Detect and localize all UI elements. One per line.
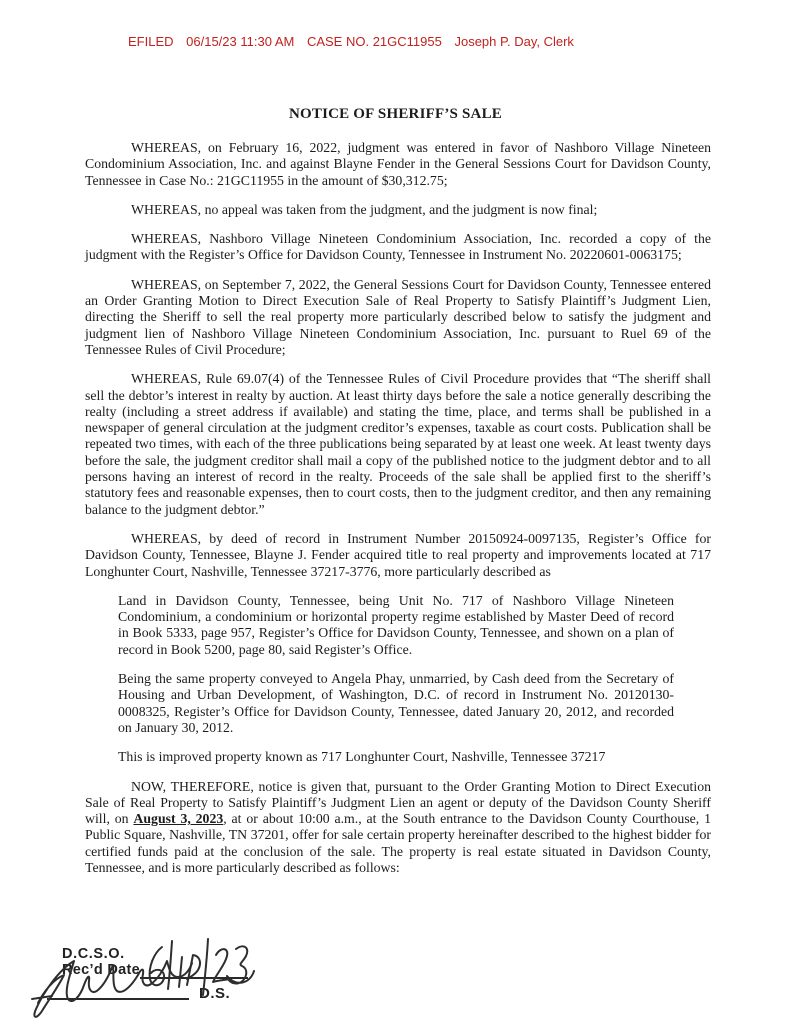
efiled-case-number: CASE NO. 21GC11955 — [306, 34, 442, 49]
conveyance-history-block: Being the same property conveyed to Angela Phay, unmarried, by Cash deed from the Secretary of Housing and Urban Development, of Washington, D.C. of record in Instrument No. 20120130-0008325, Register’s Office for Davidson County, Tennessee, dated January 20, 2012, and recorded on January 30, 2012. — [118, 671, 674, 735]
date-line — [140, 977, 248, 979]
whereas-paragraph-judgment: WHEREAS, on February 16, 2022, judgment was entered in favor of Nashboro Village Nineteen Condominium Association, Inc. and against Blayne Fender in the General Sessions Court for Davidson County, Tennessee in Case No.: 21GC11955 in the amount of $30,312.75; — [85, 140, 711, 188]
handwriting-ink — [30, 935, 290, 1024]
whereas-paragraph-rule-69: WHEREAS, Rule 69.07(4) of the Tennessee Rules of Civil Procedure provides that “The sheriff shall sell the debtor’s interest in realty by auction. At least thirty days before the sale a notice generally describing the realty (including a street address if available) and stating the time, place, and terms shall be published in a newspaper of general circulation at the judgment creditor’s expenses, taxable as court costs. Publication shall be repeated two times, with each of the three publications being separated by at least one week. At least twenty days before the sale, the judgment creditor shall mail a copy of the published notice to the judgment debtor and to all persons having an interest of record in the realty. Proceeds of the sale shall be applied first to the sheriff’s statutory fees and reasonable expenses, then to court costs, then to the judgment creditor, and then any remaining balance to the judgment debtor.” — [85, 371, 711, 517]
sale-date-emphasis: August 3, 2023 — [133, 811, 224, 827]
deputy-suffix-label: D.S. — [199, 985, 231, 1002]
whereas-paragraph-order: WHEREAS, on September 7, 2022, the General Sessions Court for Davidson County, Tennessee entered an Order Granting Motion to Direct Execution Sale of Real Property to Satisfy Plaintiff’s Judgment Lien, directing the Sheriff to sell the real property more particularly described below to satisfy the judgment and judgment lien of Nashboro Village Nineteen Condominium Association, Inc. pursuant to Ruel 69 of the Tennessee Rules of Civil Procedure; — [85, 276, 711, 357]
efiled-label: EFILED — [128, 34, 174, 49]
whereas-paragraph-deed: WHEREAS, by deed of record in Instrument Number 20150924-0097135, Register’s Office for Davidson County, Tennessee, Blayne J. Fender acquired title to real property and improvements located at 717 Longhunter Court, Nashville, Tennessee 37217-3776, more particularly described as — [85, 530, 711, 579]
efiled-stamp — [128, 34, 583, 50]
handwritten-date-ink — [150, 939, 254, 995]
legal-description-block: Land in Davidson County, Tennessee, being Unit No. 717 of Nashboro Village Nineteen Condominium, a condominium or horizontal property regime established by Master Deed of record in Book 5333, page 957, Register’s Office for Davidson County, Tennessee, and shown on a plan of record in Book 5200, page 80, said Register’s Office. — [118, 592, 674, 657]
signature-line — [47, 998, 189, 1000]
closing-text-after: , at or about 10:00 a.m., at the South entrance to the Davidson County Courthouse, 1 Public Square, Nashville, TN 37201, offer for sale certain property hereinafter described to the highest bidder for certified funds paid at the conclusion of the sale. The property is real estate situated in Davidson County, Tennessee, and is more particularly described as follows: — [85, 811, 712, 875]
improved-property-line: This is improved property known as 717 Longhunter Court, Nashville, Tennessee 37217 — [118, 749, 606, 765]
signature-ink — [32, 961, 192, 1017]
closing-text-before: NOW, THEREFORE, notice is given that, pursuant to the Order Granting Motion to Direct Execution Sale of Real Property to Satisfy Plaintiff’s Judgment Lien an agent or deputy of the Davidson County Sheriff will, on — [85, 778, 711, 827]
whereas-paragraph-recorded: WHEREAS, Nashboro Village Nineteen Condominium Association, Inc. recorded a copy of the judgment with the Register’s Office for Davidson County, Tennessee in Instrument No. 20220601-0063175; — [85, 231, 711, 263]
document-title: NOTICE OF SHERIFF’S SALE — [288, 106, 503, 122]
efiled-clerk: Joseph P. Day, Clerk — [454, 34, 574, 49]
whereas-paragraph-no-appeal: WHEREAS, no appeal was taken from the judgment, and the judgment is now final; — [131, 201, 598, 217]
document-body — [85, 123, 711, 889]
recd-date-label: Rec’d Date — [62, 962, 140, 978]
dcso-label: D.C.S.O. — [62, 946, 125, 962]
now-therefore-paragraph — [85, 779, 711, 877]
efiled-datetime: 06/15/23 11:30 AM — [186, 34, 295, 49]
